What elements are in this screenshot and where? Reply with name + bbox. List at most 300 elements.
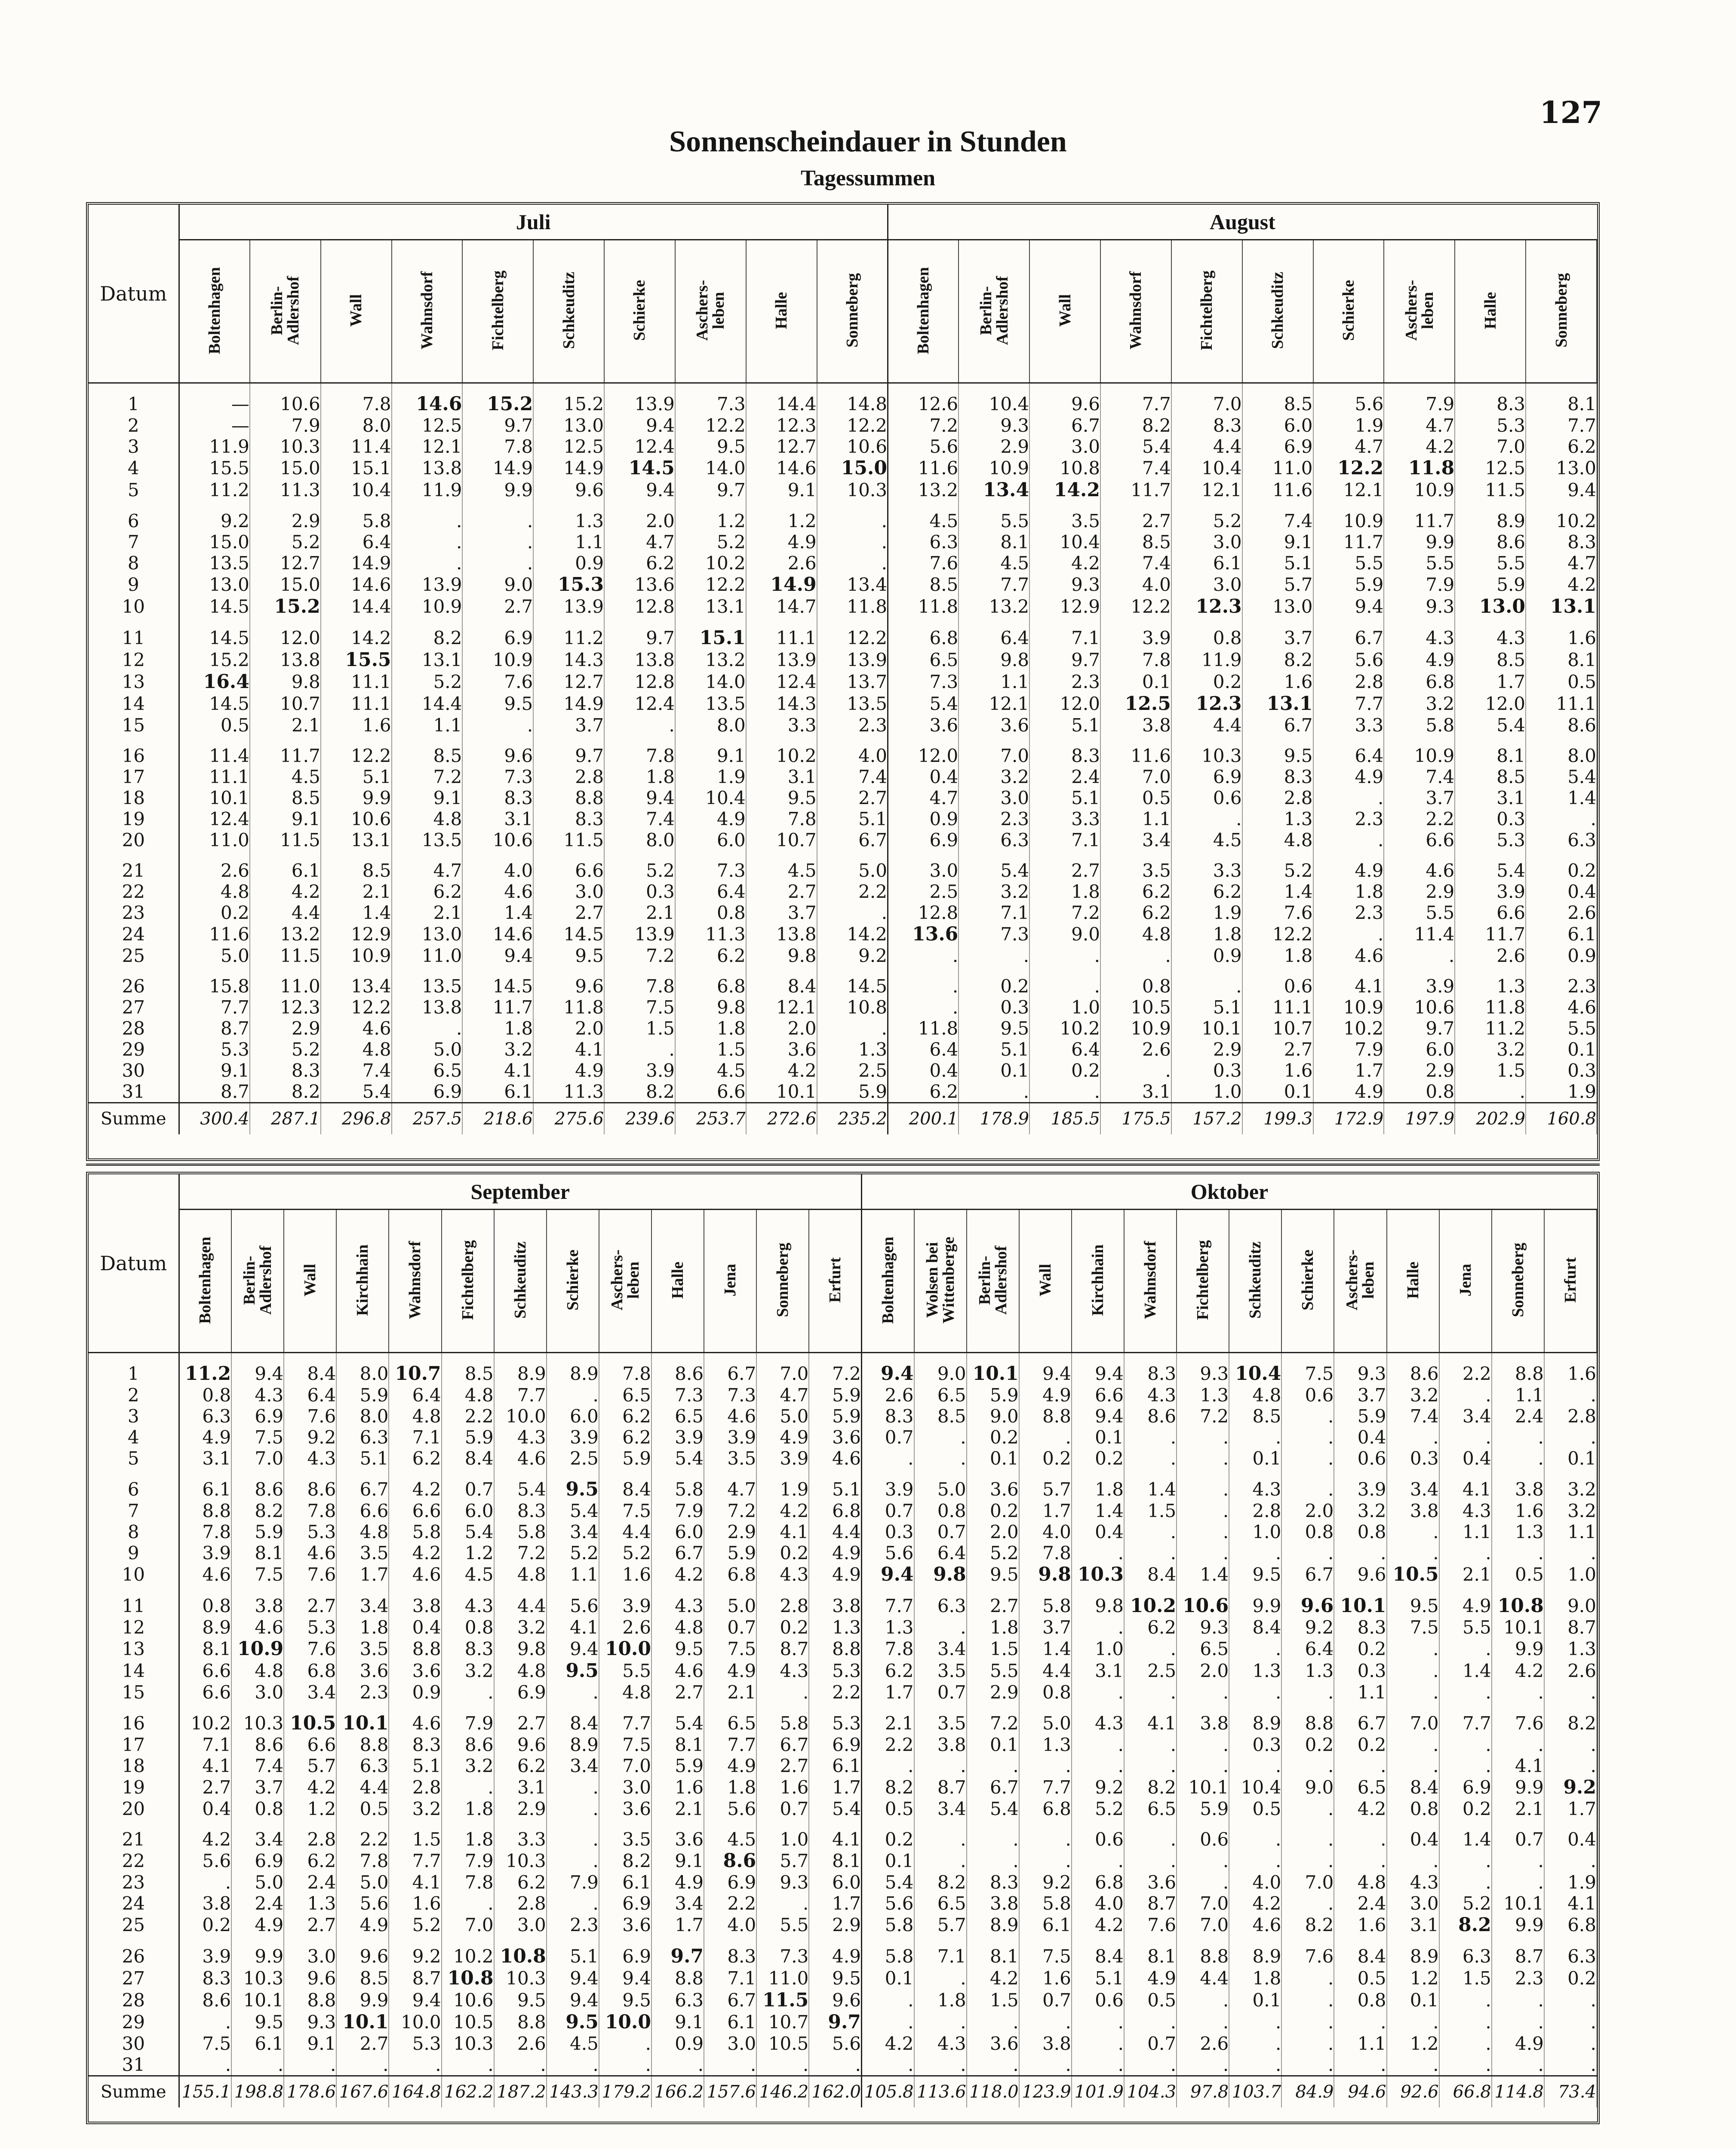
cell-value: 0.8 — [914, 1500, 967, 1521]
cell-value: 3.8 — [967, 1893, 1019, 1914]
table-row — [89, 860, 1597, 881]
day-number: 31 — [89, 1081, 179, 1103]
cell-value: 12.5 — [1455, 457, 1526, 479]
cell-value: 4.3 — [756, 1563, 809, 1585]
cell-value: 5.8 — [494, 1521, 547, 1542]
cell-value: 8.8 — [651, 1967, 704, 1989]
cell-value: 5.4 — [809, 1798, 861, 1819]
cell-value: 10.2 — [1526, 510, 1597, 531]
cell-value: 5.3 — [1455, 829, 1526, 851]
cell-value: 10.9 — [392, 596, 463, 617]
cell-value: 7.1 — [914, 1945, 967, 1967]
table-row — [89, 574, 1597, 596]
cell-value: 10.4 — [675, 787, 746, 808]
cell-value: 4.2 — [1029, 553, 1100, 574]
cell-value: 12.7 — [533, 671, 604, 693]
cell-value: 10.6 — [442, 1989, 494, 2011]
cell-value: 4.8 — [179, 881, 250, 902]
cell-value: . — [1492, 1542, 1544, 1563]
cell-value: 6.9 — [888, 829, 959, 851]
day-number: 26 — [89, 1945, 179, 1967]
cell-value: 1.8 — [442, 1798, 494, 1819]
cell-value: 0.8 — [231, 1798, 284, 1819]
cell-value: 7.7 — [861, 1595, 914, 1617]
cell-value: 0.2 — [1019, 1448, 1072, 1469]
cell-value: 0.3 — [861, 1521, 914, 1542]
cell-value: 9.2 — [1019, 1872, 1072, 1893]
sum-value: 143.3 — [547, 2076, 599, 2108]
cell-value: 5.6 — [704, 1798, 756, 1819]
cell-value: 6.3 — [651, 1989, 704, 2011]
table-row — [89, 902, 1597, 923]
cell-value: 4.5 — [250, 766, 321, 787]
table-row — [89, 923, 1597, 945]
cell-value: . — [1526, 808, 1597, 829]
cell-value: 5.2 — [1242, 860, 1313, 881]
station-header — [392, 240, 463, 383]
cell-value: 5.5 — [1526, 1018, 1597, 1039]
cell-value: 4.1 — [1124, 1712, 1177, 1734]
cell-value: 9.6 — [1029, 393, 1100, 415]
month-header: Oktober — [861, 1174, 1597, 1210]
station-name: Kirchhain — [1088, 1244, 1107, 1316]
cell-value: 8.3 — [1029, 745, 1100, 766]
cell-value: 11.2 — [179, 479, 250, 501]
cell-value: 5.1 — [809, 1478, 861, 1500]
station-name: Aschers- leben — [1402, 280, 1437, 341]
cell-value: . — [1229, 1829, 1281, 1850]
cell-value: 4.2 — [746, 1060, 817, 1081]
cell-value: 5.4 — [651, 1448, 704, 1469]
cell-value: . — [959, 1081, 1029, 1103]
cell-value: 6.5 — [888, 649, 959, 671]
cell-value: . — [1281, 1829, 1334, 1850]
cell-value: 11.5 — [1455, 479, 1526, 501]
table-row — [89, 1563, 1597, 1585]
cell-value: 15.0 — [179, 531, 250, 553]
cell-value: 14.2 — [1029, 479, 1100, 501]
day-number: 2 — [89, 1385, 179, 1406]
cell-value: 3.7 — [1384, 787, 1455, 808]
cell-value: 6.6 — [1455, 902, 1526, 923]
cell-value: 7.1 — [959, 902, 1029, 923]
cell-value: 6.7 — [1281, 1563, 1334, 1585]
cell-value: . — [1544, 1542, 1597, 1563]
cell-value: 10.4 — [1029, 531, 1100, 553]
cell-value: 1.0 — [1072, 1638, 1124, 1660]
cell-value: 4.2 — [389, 1542, 441, 1563]
cell-value: 5.3 — [284, 1617, 336, 1638]
cell-value: 9.1 — [746, 479, 817, 501]
cell-value: 9.5 — [651, 1638, 704, 1660]
day-number: 24 — [89, 923, 179, 945]
day-number: 25 — [89, 1914, 179, 1936]
sum-value: 103.7 — [1229, 2076, 1281, 2108]
cell-value: 7.1 — [1029, 627, 1100, 649]
cell-value: 11.4 — [321, 436, 392, 457]
cell-value: 1.6 — [389, 1893, 441, 1914]
cell-value: . — [1072, 1850, 1124, 1872]
cell-value: . — [1544, 1850, 1597, 1872]
cell-value: 7.7 — [599, 1712, 651, 1734]
cell-value: . — [1072, 1734, 1124, 1755]
cell-value: . — [756, 1682, 809, 1703]
cell-value: 10.2 — [746, 745, 817, 766]
cell-value: 7.8 — [861, 1638, 914, 1660]
cell-value: 7.2 — [704, 1500, 756, 1521]
cell-value: 0.2 — [179, 1914, 231, 1936]
cell-value: 3.2 — [1334, 1500, 1386, 1521]
cell-value: 3.7 — [1019, 1617, 1072, 1638]
cell-value: 9.8 — [494, 1638, 547, 1660]
sum-value: 167.6 — [336, 2076, 389, 2108]
cell-value: 0.8 — [1334, 1989, 1386, 2011]
cell-value: 6.3 — [336, 1755, 389, 1776]
cell-value: 2.9 — [1171, 1039, 1242, 1060]
cell-value: . — [179, 1872, 231, 1893]
cell-value: 3.9 — [1334, 1478, 1386, 1500]
cell-value: 11.1 — [321, 671, 392, 693]
cell-value: 11.9 — [179, 436, 250, 457]
cell-value: 11.4 — [179, 745, 250, 766]
cell-value: 8.0 — [321, 415, 392, 436]
table-row — [89, 457, 1597, 479]
cell-value: 3.5 — [1100, 860, 1171, 881]
cell-value: 10.6 — [462, 829, 533, 851]
cell-value: 8.2 — [599, 1850, 651, 1872]
cell-value: 6.3 — [336, 1427, 389, 1448]
cell-value: 7.2 — [888, 415, 959, 436]
cell-value: 5.5 — [1455, 553, 1526, 574]
station-header — [817, 240, 888, 383]
cell-value: 11.3 — [675, 923, 746, 945]
cell-value: 0.5 — [1100, 787, 1171, 808]
cell-value: 11.6 — [1242, 479, 1313, 501]
cell-value: 11.8 — [817, 596, 888, 617]
cell-value: 13.1 — [1242, 693, 1313, 715]
cell-value: 13.0 — [1242, 596, 1313, 617]
day-number: 12 — [89, 1617, 179, 1638]
cell-value: 14.7 — [746, 596, 817, 617]
cell-value: 8.5 — [1455, 766, 1526, 787]
cell-value: 10.3 — [1072, 1563, 1124, 1585]
cell-value: 9.2 — [1072, 1776, 1124, 1798]
cell-value: 5.0 — [1019, 1712, 1072, 1734]
cell-value: 6.9 — [599, 1893, 651, 1914]
cell-value: . — [547, 1682, 599, 1703]
station-header — [746, 240, 817, 383]
cell-value: 8.9 — [179, 1617, 231, 1638]
cell-value: 9.8 — [914, 1563, 967, 1585]
cell-value: 8.1 — [809, 1850, 861, 1872]
cell-value: 4.6 — [1526, 997, 1597, 1018]
cell-value: 5.4 — [1455, 860, 1526, 881]
cell-value: 6.4 — [1281, 1638, 1334, 1660]
station-header — [809, 1210, 861, 1353]
cell-value: 4.9 — [756, 1427, 809, 1448]
cell-value: 7.2 — [494, 1542, 547, 1563]
cell-value: 13.8 — [392, 997, 463, 1018]
cell-value: 12.1 — [746, 997, 817, 1018]
cell-value: 7.7 — [1439, 1712, 1492, 1734]
cell-value: 2.9 — [959, 436, 1029, 457]
cell-value: 4.3 — [1455, 627, 1526, 649]
day-number: 24 — [89, 1893, 179, 1914]
cell-value: 13.9 — [604, 393, 675, 415]
cell-value: 4.2 — [1526, 574, 1597, 596]
cell-value: 0.3 — [1334, 1660, 1386, 1682]
station-name: Halle — [669, 1261, 687, 1299]
cell-value: 8.3 — [861, 1406, 914, 1427]
cell-value: 3.7 — [746, 902, 817, 923]
sum-value: 172.9 — [1313, 1103, 1384, 1135]
cell-value: 1.8 — [914, 1989, 967, 2011]
cell-value: 1.1 — [1334, 2033, 1386, 2054]
cell-value: 12.0 — [250, 627, 321, 649]
cell-value: 9.0 — [1544, 1595, 1597, 1617]
cell-value: 0.4 — [1526, 881, 1597, 902]
cell-value: 5.4 — [547, 1500, 599, 1521]
cell-value: 12.2 — [1242, 923, 1313, 945]
cell-value: 1.5 — [604, 1018, 675, 1039]
cell-value: 9.4 — [1072, 1363, 1124, 1385]
cell-value: . — [1439, 1850, 1492, 1872]
cell-value: 2.1 — [651, 1798, 704, 1819]
cell-value: 1.7 — [809, 1776, 861, 1798]
cell-value: 1.8 — [604, 766, 675, 787]
cell-value: 4.5 — [888, 510, 959, 531]
cell-value: . — [817, 531, 888, 553]
cell-value: . — [1229, 1850, 1281, 1872]
cell-value: 2.8 — [1313, 671, 1384, 693]
cell-value: 11.7 — [1313, 531, 1384, 553]
cell-value: 10.6 — [321, 808, 392, 829]
cell-value: 4.8 — [599, 1682, 651, 1703]
cell-value: 12.8 — [604, 596, 675, 617]
cell-value: 14.5 — [179, 693, 250, 715]
cell-value: 2.4 — [1334, 1893, 1386, 1914]
cell-value: 3.8 — [231, 1595, 284, 1617]
cell-value: . — [1492, 1448, 1544, 1469]
cell-value: 11.0 — [179, 829, 250, 851]
cell-value: . — [1124, 1542, 1177, 1563]
cell-value: 4.8 — [651, 1617, 704, 1638]
cell-value: 2.3 — [959, 808, 1029, 829]
cell-value: 11.8 — [888, 1018, 959, 1039]
cell-value: 4.5 — [704, 1829, 756, 1850]
station-header — [1544, 1210, 1597, 1353]
cell-value: 4.1 — [547, 1617, 599, 1638]
cell-value: 3.7 — [1242, 627, 1313, 649]
cell-value: 5.5 — [967, 1660, 1019, 1682]
station-name: Sonneberg — [1552, 273, 1570, 348]
cell-value: 8.2 — [861, 1776, 914, 1798]
table-row — [89, 1595, 1597, 1617]
cell-value: 6.9 — [599, 1945, 651, 1967]
cell-value: 8.5 — [1100, 531, 1171, 553]
sum-value: 155.1 — [179, 2076, 231, 2108]
table-row — [89, 1406, 1597, 1427]
cell-value: 13.4 — [817, 574, 888, 596]
cell-value: 7.5 — [604, 997, 675, 1018]
cell-value: 10.8 — [1029, 457, 1100, 479]
cell-value: 7.6 — [284, 1406, 336, 1427]
cell-value: 5.2 — [1439, 1893, 1492, 1914]
cell-value: 9.7 — [1029, 649, 1100, 671]
cell-value: 10.0 — [599, 1638, 651, 1660]
cell-value: 9.3 — [756, 1872, 809, 1893]
cell-value: . — [1029, 1081, 1100, 1103]
cell-value: 12.2 — [321, 745, 392, 766]
cell-value: 9.6 — [284, 1967, 336, 1989]
cell-value: 8.8 — [1177, 1945, 1229, 1967]
cell-value: 4.4 — [599, 1521, 651, 1542]
cell-value: 7.5 — [599, 1734, 651, 1755]
cell-value: 3.9 — [599, 1595, 651, 1617]
page-number: 127 — [1539, 95, 1603, 130]
cell-value: 14.6 — [392, 393, 463, 415]
day-number: 30 — [89, 2033, 179, 2054]
cell-value: 6.8 — [888, 627, 959, 649]
cell-value: 3.6 — [967, 1478, 1019, 1500]
sum-value: 84.9 — [1281, 2076, 1334, 2108]
cell-value: . — [547, 1776, 599, 1798]
cell-value: 6.6 — [1072, 1385, 1124, 1406]
cell-value: . — [1492, 1682, 1544, 1703]
cell-value: 3.4 — [284, 1682, 336, 1703]
cell-value: 8.9 — [1229, 1945, 1281, 1967]
cell-value: 4.3 — [284, 1448, 336, 1469]
cell-value: 8.8 — [1019, 1406, 1072, 1427]
day-number: 8 — [89, 553, 179, 574]
sum-value: 199.3 — [1242, 1103, 1313, 1135]
cell-value: 3.2 — [1387, 1385, 1439, 1406]
cell-value: 7.2 — [1029, 902, 1100, 923]
cell-value: 3.8 — [1177, 1712, 1229, 1734]
cell-value: 0.2 — [756, 1542, 809, 1563]
cell-value: 6.9 — [231, 1850, 284, 1872]
cell-value: 12.2 — [817, 627, 888, 649]
cell-value: 13.9 — [604, 923, 675, 945]
cell-value: . — [1387, 1521, 1439, 1542]
table-row — [89, 1989, 1597, 2011]
sum-value: 257.5 — [392, 1103, 463, 1135]
cell-value: 4.9 — [1384, 649, 1455, 671]
cell-value: 1.4 — [1124, 1478, 1177, 1500]
cell-value: 7.3 — [959, 923, 1029, 945]
cell-value: 6.7 — [967, 1776, 1019, 1798]
cell-value: 1.1 — [547, 1563, 599, 1585]
cell-value: 3.2 — [1544, 1478, 1597, 1500]
cell-value: 2.9 — [250, 1018, 321, 1039]
cell-value: . — [1387, 2011, 1439, 2033]
table-row — [89, 553, 1597, 574]
cell-value: 9.4 — [231, 1363, 284, 1385]
station-header — [250, 240, 321, 383]
cell-value: . — [389, 2054, 441, 2076]
cell-value: . — [914, 1617, 967, 1638]
station-name: Wall — [1036, 1263, 1054, 1297]
cell-value: 12.9 — [321, 923, 392, 945]
cell-value: 3.5 — [336, 1638, 389, 1660]
cell-value: 13.6 — [604, 574, 675, 596]
cell-value: 2.7 — [756, 1755, 809, 1776]
cell-value: 3.5 — [599, 1829, 651, 1850]
cell-value: 12.2 — [817, 415, 888, 436]
cell-value: 7.1 — [1029, 829, 1100, 851]
spacer-row — [89, 1819, 1597, 1829]
station-name: Boltenhagen — [879, 1236, 897, 1324]
cell-value: 7.9 — [1384, 574, 1455, 596]
cell-value: 9.0 — [967, 1406, 1019, 1427]
cell-value: 3.5 — [336, 1542, 389, 1563]
cell-value: 7.6 — [888, 553, 959, 574]
day-number: 18 — [89, 1755, 179, 1776]
cell-value: 7.3 — [675, 393, 746, 415]
cell-value: 6.2 — [1100, 881, 1171, 902]
station-header — [1171, 240, 1242, 383]
spacer-row — [89, 1469, 1597, 1478]
day-number: 2 — [89, 415, 179, 436]
station-name: Wall — [347, 294, 366, 327]
cell-value: 4.7 — [704, 1478, 756, 1500]
cell-value: 9.1 — [392, 787, 463, 808]
cell-value: 13.4 — [321, 976, 392, 997]
cell-value: 7.1 — [179, 1734, 231, 1755]
cell-value: . — [1229, 2054, 1281, 2076]
cell-value: 7.0 — [1455, 436, 1526, 457]
cell-value: 2.7 — [1242, 1039, 1313, 1060]
cell-value: . — [1124, 2054, 1177, 2076]
cell-value: 6.1 — [599, 1872, 651, 1893]
cell-value: 4.9 — [651, 1872, 704, 1893]
cell-value: 3.3 — [494, 1829, 547, 1850]
cell-value: 7.8 — [179, 1521, 231, 1542]
table-row — [89, 596, 1597, 617]
day-number: 28 — [89, 1018, 179, 1039]
cell-value: . — [1544, 1755, 1597, 1776]
cell-value: 4.3 — [914, 2033, 967, 2054]
cell-value: . — [1177, 1448, 1229, 1469]
cell-value: 9.8 — [1019, 1563, 1072, 1585]
cell-value: 13.7 — [817, 671, 888, 693]
cell-value: 1.5 — [675, 1039, 746, 1060]
cell-value: . — [1387, 2054, 1439, 2076]
station-header — [442, 1210, 494, 1353]
cell-value: 0.2 — [967, 1500, 1019, 1521]
cell-value: 1.9 — [1171, 902, 1242, 923]
sum-value: 178.6 — [284, 2076, 336, 2108]
cell-value: 1.8 — [1229, 1967, 1281, 1989]
cell-value: 13.8 — [250, 649, 321, 671]
cell-value: 11.6 — [888, 457, 959, 479]
cell-value: . — [1492, 1734, 1544, 1755]
cell-value: 11.1 — [1526, 693, 1597, 715]
cell-value: 1.3 — [1019, 1734, 1072, 1755]
cell-value: 10.1 — [231, 1989, 284, 2011]
cell-value: 9.6 — [1281, 1595, 1334, 1617]
cell-value: 10.9 — [321, 945, 392, 966]
sum-value: 162.2 — [442, 2076, 494, 2108]
cell-value: 7.9 — [250, 415, 321, 436]
station-name: Fichtelberg — [489, 270, 507, 350]
table-row — [89, 976, 1597, 997]
cell-value: 2.6 — [599, 1617, 651, 1638]
cell-value: 7.0 — [599, 1755, 651, 1776]
cell-value: 7.5 — [704, 1638, 756, 1660]
sum-value: 92.6 — [1387, 2076, 1439, 2108]
cell-value: 6.0 — [547, 1406, 599, 1427]
